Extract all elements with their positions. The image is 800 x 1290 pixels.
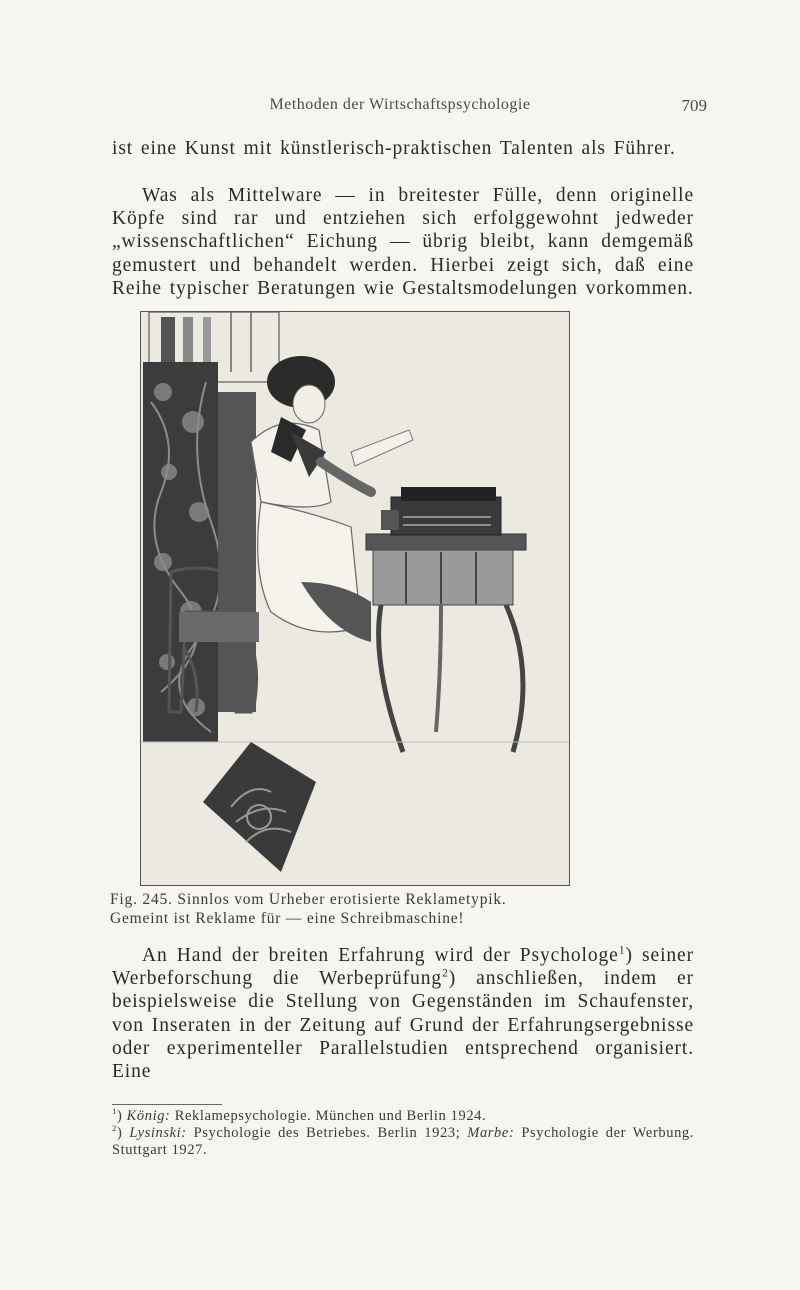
footnote-text: Psychologie des Betriebes. Berlin 1923;	[186, 1125, 468, 1141]
footnote-divider	[112, 1104, 222, 1105]
footnote-author: Marbe:	[467, 1125, 515, 1141]
caption-line-1: Fig. 245. Sinnlos vom Urheber erotisierte Reklametypik.	[110, 891, 507, 908]
footnote-text: Reklamepsychologie. München und Berlin 1924.	[170, 1108, 487, 1124]
footnote-marker: 1	[112, 1106, 117, 1117]
footnote-1: $^1$) König: Reklamepsychologie. München und Berlin 1924.	[112, 1106, 487, 1124]
footnote-marker: 2	[112, 1123, 117, 1134]
caption-line-2: Gemeint ist Reklame für — eine Schreibmaschine!	[110, 910, 465, 927]
paragraph-werbeforschung	[112, 944, 694, 1083]
footnotes	[112, 1108, 694, 1159]
figure-illustration	[140, 311, 570, 886]
figure-caption	[110, 890, 730, 928]
typewriter-ad-illustration	[141, 312, 569, 885]
paragraph-text: ) seiner Werbeforschung die Werbeprüfung	[112, 945, 694, 990]
paragraph-mittelware: Was als Mittelware — in breitester Fülle, denn originelle Köpfe sind rar und entziehen sich erfolggewohnt jedweder „wissenschaftlichen“ Eichung — übrig bleibt, kann demgemäß gemustert und behandelt werden. Hierbei zeigt sich, daß eine Reihe typischer Beratungen wie Gestaltsmodelungen vorkommen.	[112, 185, 694, 299]
footnote-ref-2[interactable]: 2	[442, 966, 449, 980]
page-header	[0, 96, 800, 120]
paragraph-text: An Hand der breiten Erfahrung wird der Psychologe	[142, 945, 619, 966]
page-number: 709	[681, 96, 707, 115]
footnote-author: König:	[126, 1108, 171, 1124]
footnote-ref-1[interactable]: 1	[618, 943, 626, 957]
footnote-author: Lysinski:	[129, 1125, 187, 1141]
running-head: Methoden der Wirtschaftspsychologie	[269, 96, 531, 113]
paragraph-text: ) anschließen, indem er beispielsweise die Stellung von Gegenständen im Schaufenster, von Inseraten in der Zeitung auf Grund der Erfahrungsergebnisse oder experimenteller Parallelstudien entsprechend organisiert. Eine	[112, 968, 694, 1083]
paragraph-continuation: ist eine Kunst mit künstlerisch-praktischen Talenten als Führer.	[112, 138, 676, 159]
footnote-text: Psychologie der Werbung. Stuttgart 1927.	[112, 1125, 694, 1158]
footnote-2: $^2$) Lysinski: Psychologie des Betriebes. Berlin 1923; Marbe: Psychologie der Werbung. Stuttgart 1927.	[112, 1123, 694, 1158]
